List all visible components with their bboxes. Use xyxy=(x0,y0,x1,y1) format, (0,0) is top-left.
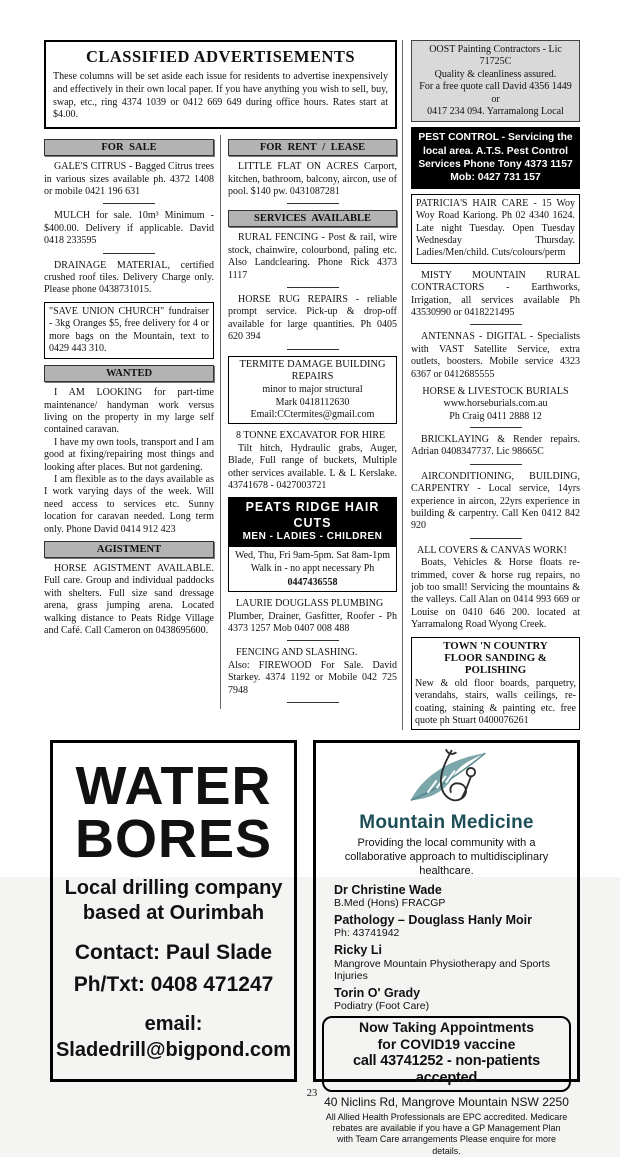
ad-fencing-slashing-title: FENCING AND SLASHING. xyxy=(236,647,358,659)
ad-save-union-church: "SAVE UNION CHURCH" fundraiser - 3kg Oranges $5, free delivery for 4 or more bags on the Mountain, text to 0429 443 310. xyxy=(44,302,214,360)
oost-line1: OOST Painting Contractors - Lic 71725C xyxy=(429,44,562,68)
ad-separator xyxy=(470,427,522,428)
oost-line4: 0417 234 094. Yarramalong Local xyxy=(427,105,564,117)
haircuts-hours: Wed, Thu, Fri 9am-5pm. Sat 8am-1pm xyxy=(234,549,391,561)
ad-bricklaying: BRICKLAYING & Render repairs. Adrian 0408347737. Lic 98665C xyxy=(411,434,580,458)
ad-separator xyxy=(287,702,339,703)
section-header-for-rent: FOR RENT / LEASE xyxy=(228,139,397,156)
water-bores-contact: Contact: Paul Slade Ph/Txt: 0408 471247 xyxy=(73,941,274,996)
provider-item xyxy=(334,986,569,1012)
oost-line3: For a free quote call David 4356 1449 or xyxy=(419,81,572,105)
section-header-services: SERVICES AVAILABLE xyxy=(228,210,397,227)
termite-line1: TERMITE DAMAGE BUILDING REPAIRS xyxy=(239,358,386,383)
column-right xyxy=(402,40,580,730)
burials-phone: Ph Craig 0411 2888 12 xyxy=(449,410,542,422)
ad-separator xyxy=(470,464,522,465)
ad-patricias-hair-care: PATRICIA'S HAIR CARE - 15 Woy Woy Road Kariong. Ph 02 4340 1624. Late night Tuesday. Open Tuesday Wednesday Thursday. Ladies/Men/child. Cuts/colours/perm xyxy=(411,194,580,264)
provider-item xyxy=(334,883,569,909)
ad-separator xyxy=(287,203,339,204)
water-bores-title: WATER BORES xyxy=(74,755,273,869)
ad-little-flat: LITTLE FLAT ON ACRES Carport, kitchen, bathroom, balcony, aircon, use of pool. $140 pw. 0431087281 xyxy=(228,161,397,197)
provider-name: Ricky Li xyxy=(334,943,382,958)
water-bores-ad xyxy=(50,740,297,1082)
ad-horse-livestock-burials xyxy=(411,386,580,423)
ad-separator xyxy=(287,349,339,350)
haircuts-subtitle: MEN - LADIES - CHILDREN xyxy=(242,531,383,543)
provider-detail: Podiatry (Foot Care) xyxy=(334,1000,430,1013)
town-title-line2: FLOOR SANDING & POLISHING xyxy=(444,651,547,677)
covid-appointments-notice: Now Taking Appointments for COVID19 vaccine call 43741252 - non-patients accepted xyxy=(322,1016,571,1091)
ad-wanted-p3: I am flexible as to the days available as I work varying days of the week. Will need access to services etc. Sunny location for caravan needed. Long term only. Phone David 0414 912 423 xyxy=(44,474,214,535)
ad-wanted-p2: I have my own tools, transport and I am good at fixing/repairing most things and looking after places. But not gardening. xyxy=(44,436,214,473)
ad-rural-fencing: RURAL FENCING - Post & rail, wire stock, chainwire, colourbond, paling etc. Also Landclearing. Phone Rick 4373 1117 xyxy=(228,232,397,281)
provider-name: Pathology – Douglass Hanly Moir xyxy=(334,913,532,928)
town-body: New & old floor boards, parquetry, verandahs, stairs, walls ceilings, re-coating, staining & painting etc. free quote ph Stuart 0400076261 xyxy=(415,677,576,726)
ad-excavator-body: Tilt hitch, Hydraulic grabs, Auger, Blade, Full range of buckets, Multiple other services available. L & L Kerslake. 43741678 - 0427003721 xyxy=(228,442,397,492)
ad-separator xyxy=(287,640,339,641)
oost-line2: Quality & cleanliness assured. xyxy=(434,68,557,80)
ad-peats-ridge-haircuts xyxy=(228,497,397,592)
masthead-intro: These columns will be set aside each issue for residents to advertise inexpensively and effectively in their own local paper. If you have anything you wish to sell, buy, swap, etc., ring 4374 1039 or 0412 669 649 during office hours. Rates start at $4.00. xyxy=(53,71,388,121)
column-middle xyxy=(220,135,397,709)
ad-gales-citrus: GALE'S CITRUS - Bagged Citrus trees in various sizes available ph. 4372 1408 or mobile 0421 196 631 xyxy=(44,161,214,197)
ad-plumbing-title: LAURIE DOUGLASS PLUMBING xyxy=(236,598,384,610)
termite-line2: minor to major structural xyxy=(262,384,363,396)
provider-detail: B.Med (Hons) FRACGP xyxy=(334,896,446,909)
ad-antennas-digital: ANTENNAS - DIGITAL - Specialists with VAST Satellite Service, extra outlets, boosters. Mobile service 4323 6367 or 0412685555 xyxy=(411,331,580,380)
ad-wanted-p1: I AM LOOKING for part-time maintenance/ handyman work versus living on the property in my large self contained caravan. xyxy=(44,387,214,436)
termite-line4: Email:CCtermites@gmail.com xyxy=(250,409,375,421)
burials-website: www.horseburials.com.au xyxy=(443,398,548,410)
ad-oost-painting xyxy=(411,40,580,122)
section-header-for-sale: FOR SALE xyxy=(44,139,214,156)
mountain-medicine-ad xyxy=(313,740,580,1156)
mountain-medicine-brand: Mountain Medicine xyxy=(359,812,534,834)
mountain-medicine-tagline: Providing the local community with a collaborative approach to multidisciplinary healthcare. xyxy=(344,837,549,877)
ad-drainage-material: DRAINAGE MATERIAL, certified crushed roof tiles. Delivery Charge only. Please phone 0438731015. xyxy=(44,259,214,296)
ad-covers-body: Boats, Vehicles & Horse floats re-trimmed, cover & horse rug repairs, no job too small! Servicing the mountains & the valleys. Call Alan on 0414 993 669 or Louise on 0410 646 200. located at Yarramalong Road Wyong Creek. xyxy=(411,557,580,631)
provider-item xyxy=(334,913,569,939)
section-header-agistment: AGISTMENT xyxy=(44,541,214,558)
ad-horse-rug-repairs: HORSE RUG REPAIRS - reliable prompt service. Pick-up & drop-off available for large quantities. Ph 0405 620 394 xyxy=(228,293,397,343)
provider-item xyxy=(334,943,569,982)
ad-covers-title: ALL COVERS & CANVAS WORK! xyxy=(417,544,567,556)
ad-separator xyxy=(470,324,522,325)
burials-line1: HORSE & LIVESTOCK BURIALS xyxy=(422,385,569,397)
ad-plumbing-body: Plumber, Drainer, Gasfitter, Roofer - Ph 4373 1257 Mob 0407 008 488 xyxy=(228,610,397,635)
ad-pest-control: PEST CONTROL - Servicing the local area. A.T.S. Pest Control Services Phone Tony 4373 1157 Mob: 0427 731 157 xyxy=(411,127,580,189)
column-left xyxy=(44,135,220,709)
ad-termite-repairs xyxy=(228,356,397,425)
provider-detail: Ph: 43741942 xyxy=(334,927,400,940)
ad-separator xyxy=(103,203,155,204)
ad-fencing-slashing-body: Also: FIREWOOD For Sale. David Starkey. 4374 1192 or Mobile 042 725 7948 xyxy=(228,659,397,696)
haircuts-title: PEATS RIDGE HAIR CUTS xyxy=(245,500,380,530)
mountain-medicine-address: 40 Niclins Rd, Mangrove Mountain NSW 2250 xyxy=(324,1094,569,1109)
ad-excavator-title: 8 TONNE EXCAVATOR FOR HIRE xyxy=(236,430,386,442)
haircuts-walkin: Walk in - no appt necessary Ph 0447436558 xyxy=(250,563,375,588)
ad-town-n-country xyxy=(411,637,580,731)
provider-name: Torin O' Grady xyxy=(334,985,421,1000)
ad-horse-agistment: HORSE AGISTMENT AVAILABLE. Full care. Group and individual paddocks with shelters. Full size sand dressage arena, grass jumping arena. Located walking distance to Peats Ridge Village and Café. Call Cameron on 0438695600. xyxy=(44,563,214,636)
ad-misty-mountain: MISTY MOUNTAIN RURAL CONTRACTORS - Earthworks, Irrigation, all services available Ph 43530990 or 0418221495 xyxy=(411,269,580,318)
section-header-wanted: WANTED xyxy=(44,365,214,382)
provider-name: Dr Christine Wade xyxy=(334,882,442,897)
ad-separator xyxy=(470,538,522,539)
haircuts-phone: 0447436558 xyxy=(287,576,338,588)
water-bores-email: email: Sladedrill@bigpond.com xyxy=(55,1012,292,1061)
page-number: 23 xyxy=(306,1088,318,1100)
ad-airconditioning: AIRCONDITIONING, BUILDING, CARPENTRY - Local service, 14yrs experience in aircon, 22yrs experience in building & carpentry. Call Ken 0412 842 920 xyxy=(411,470,580,532)
water-bores-tagline: Local drilling company based at Ourimbah xyxy=(64,877,283,925)
ad-mulch: MULCH for sale. 10m³ Minimum - $400.00. Delivery if applicable. David 0418 233595 xyxy=(44,210,214,247)
provider-list xyxy=(322,883,571,1013)
classifieds-section xyxy=(44,40,580,730)
classifieds-masthead xyxy=(44,40,397,129)
feather-stethoscope-logo xyxy=(397,747,496,811)
page-title: CLASSIFIED ADVERTISEMENTS xyxy=(85,47,356,66)
ad-separator xyxy=(103,253,155,254)
mountain-medicine-fine-print: All Allied Health Professionals are EPC accredited. Medicare rebates are available if you have a GP Management Plan with Team Care arrangements Please enquire for more details. xyxy=(325,1111,568,1156)
termite-line3: Mark 0418112630 xyxy=(275,396,350,408)
provider-detail: Mangrove Mountain Physiotherapy and Sports Injuries xyxy=(334,957,550,982)
town-title-line1: TOWN 'N COUNTRY xyxy=(443,639,548,652)
ad-separator xyxy=(287,287,339,288)
